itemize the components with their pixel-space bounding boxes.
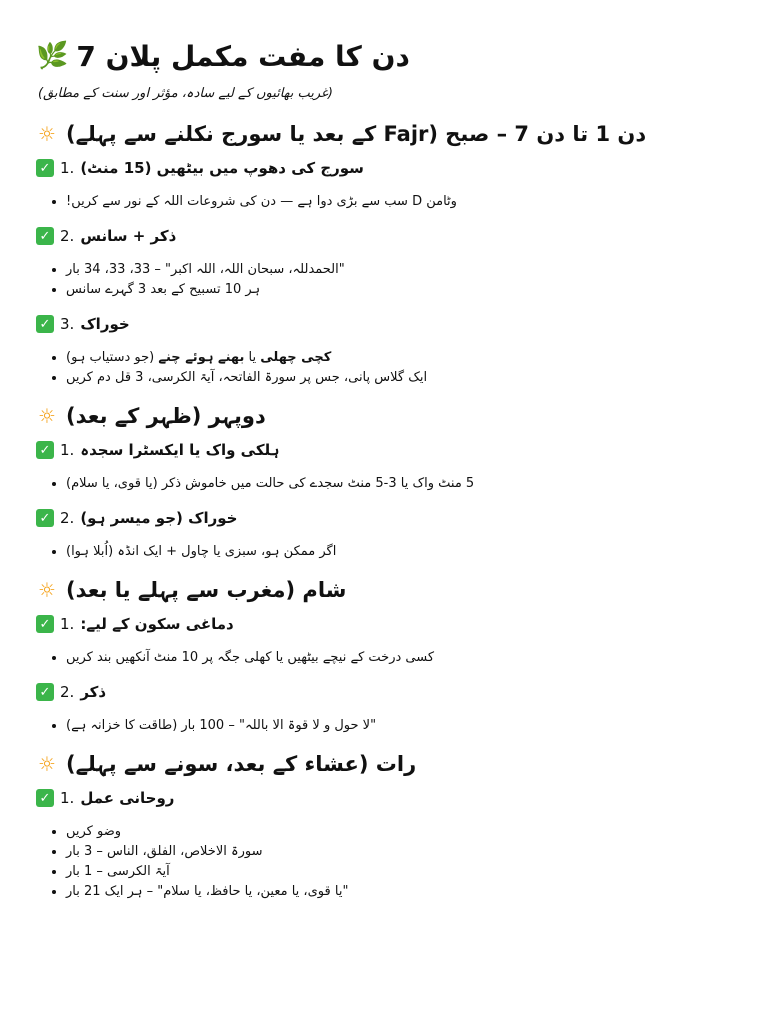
sun-icon: ☼ (38, 752, 56, 776)
list-item: • "یا قوی، یا معین، یا حافظ، یا سلام" – ہر ایک 21 بار (66, 882, 732, 902)
page-subtitle: (غریب بھائیوں کے لیے سادہ، مؤثر اور سنت کے مطابق) (38, 86, 333, 101)
list-item: • کسی درخت کے نیچے بیٹھیں یا کھلی جگہ پر 10 منٹ آنکھیں بند کریں (66, 648, 732, 668)
section-noon-heading: ☼ دوپہر (ظہر کے بعد) (36, 400, 732, 432)
morning-item-3-list (36, 348, 732, 388)
morning-item-2: ✓ 2. ذکر + سانس (36, 224, 732, 248)
list-item: • ہر 10 تسبیح کے بعد 3 گہرے سانس (66, 280, 732, 300)
check-icon: ✓ (36, 441, 54, 459)
check-icon: ✓ (36, 789, 54, 807)
list-item: • "الحمدللہ، سبحان اللہ، اللہ اکبر" – 33، 33، 34 بار (66, 260, 732, 280)
morning-item-1: ✓ 1. سورج کی دھوپ میں بیٹھیں (15 منٹ) (36, 156, 732, 180)
list-item: • کچی چھلی یا بھنے ہوئے چنے (جو دستیاب ہو) (66, 348, 732, 368)
morning-item-3: ✓ 3. خوراک (36, 312, 732, 336)
leaf-icon: 🌿 (36, 41, 69, 71)
list-item: • سورۃ الاخلاص، الفلق، الناس – 3 بار (66, 842, 732, 862)
night-item-1-list (36, 822, 732, 902)
check-icon: ✓ (36, 227, 54, 245)
noon-item-2-list (36, 542, 732, 562)
evening-item-2-list (36, 716, 732, 736)
sun-icon: ☼ (38, 404, 56, 428)
noon-item-2: ✓ 2. خوراک (جو میسر ہو) (36, 506, 732, 530)
list-item: • ایک گلاس پانی، جس پر سورۃ الفاتحہ، آیۃ الکرسی، 3 قل دم کریں (66, 368, 732, 388)
list-item: • آیۃ الکرسی – 1 بار (66, 862, 732, 882)
check-icon: ✓ (36, 683, 54, 701)
evening-item-1: ✓ 1. دماغی سکون کے لیے: (36, 612, 732, 636)
check-icon: ✓ (36, 159, 54, 177)
page-title (36, 36, 732, 76)
list-item: • وٹامن D سب سے بڑی دوا ہے — دن کی شروعات اللہ کے نور سے کریں! (66, 192, 732, 212)
list-item: • 5 منٹ واک یا 3-5 منٹ سجدے کی حالت میں خاموش ذکر (یا قوی، یا سلام) (66, 474, 732, 494)
check-icon: ✓ (36, 315, 54, 333)
check-icon: ✓ (36, 509, 54, 527)
morning-item-1-list (36, 192, 732, 212)
check-icon: ✓ (36, 615, 54, 633)
section-evening-heading: ☼ شام (مغرب سے پہلے یا بعد) (36, 574, 732, 606)
list-item: • "لا حول و لا قوۃ الا باللہ" – 100 بار (طاقت کا خزانہ ہے) (66, 716, 732, 736)
noon-item-1: ✓ 1. ہلکی واک یا ایکسٹرا سجدہ (36, 438, 732, 462)
sun-icon: ☼ (38, 578, 56, 602)
list-item: • وضو کریں (66, 822, 732, 842)
night-item-1: ✓ 1. روحانی عمل (36, 786, 732, 810)
section-morning-heading: ☼ دن 1 تا دن 7 – صبح (Fajr کے بعد یا سورج نکلنے سے پہلے) (36, 118, 732, 150)
evening-item-2: ✓ 2. ذکر (36, 680, 732, 704)
section-night-heading: ☼ رات (عشاء کے بعد، سونے سے پہلے) (36, 748, 732, 780)
page-title-text: دن کا مفت مکمل پلان 7 (76, 39, 410, 73)
noon-item-1-list (36, 474, 732, 494)
morning-item-2-list (36, 260, 732, 300)
evening-item-1-list (36, 648, 732, 668)
sun-icon: ☼ (38, 122, 56, 146)
list-item: • اگر ممکن ہو، سبزی یا چاول + ایک انڈہ (اُبلا ہوا) (66, 542, 732, 562)
